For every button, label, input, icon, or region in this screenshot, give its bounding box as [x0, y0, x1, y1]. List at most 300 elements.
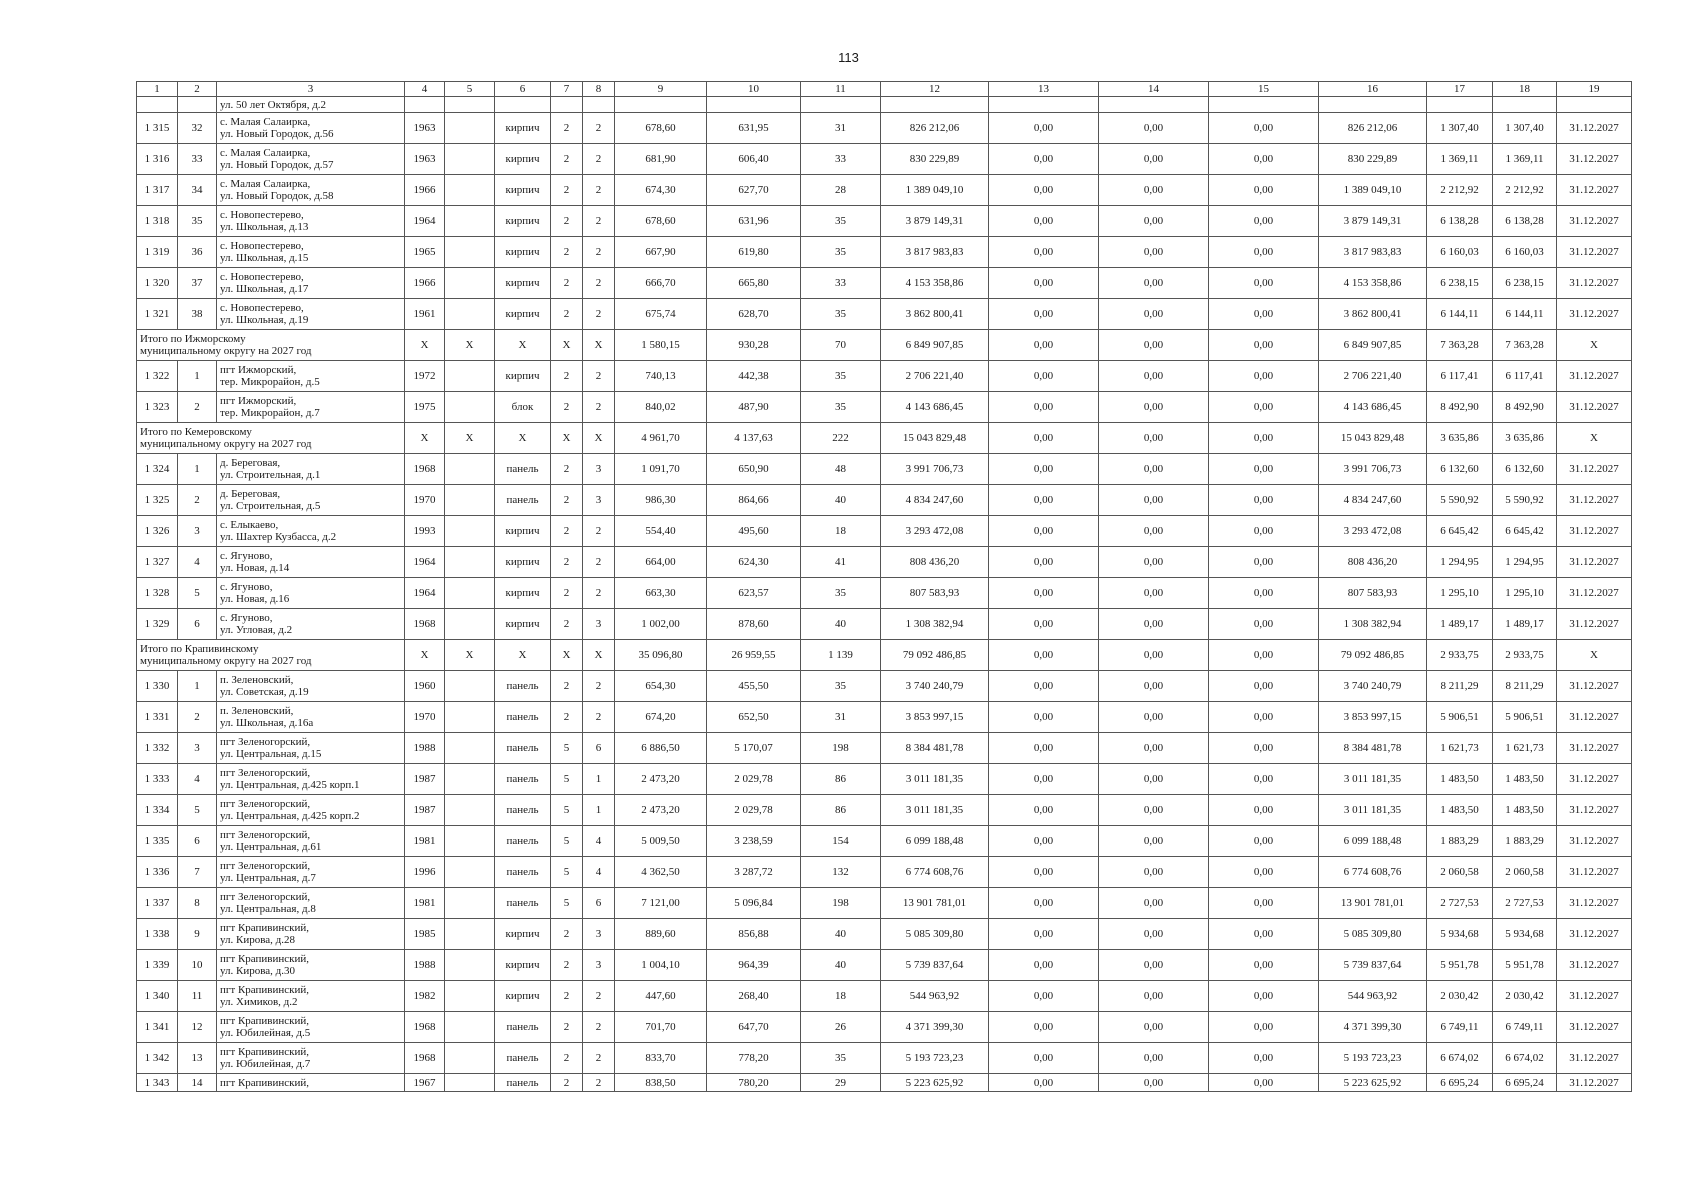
cell-c18: 6 749,11 — [1493, 1012, 1557, 1043]
row-number: 1 325 — [137, 485, 178, 516]
cell-c9: 554,40 — [615, 516, 707, 547]
address-cell — [217, 888, 405, 919]
cell-c19: 31.12.2027 — [1557, 392, 1632, 423]
cell-c6: X — [495, 423, 551, 454]
cell-c17: 2 212,92 — [1427, 175, 1493, 206]
cell-c8: 2 — [583, 175, 615, 206]
cell-c13: 0,00 — [989, 268, 1099, 299]
cell-c8: X — [583, 330, 615, 361]
cell-c17: 6 238,15 — [1427, 268, 1493, 299]
cell-c17: 6 674,02 — [1427, 1043, 1493, 1074]
cell-c10: 268,40 — [707, 981, 801, 1012]
address-line2: ул. Химиков, д.2 — [220, 996, 298, 1008]
sub-number: 2 — [178, 485, 217, 516]
cell-c12: 3 853 997,15 — [881, 702, 989, 733]
cell-c5 — [445, 671, 495, 702]
cell-c17: 5 906,51 — [1427, 702, 1493, 733]
cell-c11: 28 — [801, 175, 881, 206]
column-header: 10 — [707, 82, 801, 97]
cell-c15: 0,00 — [1209, 609, 1319, 640]
cell-c11: 40 — [801, 950, 881, 981]
cell-c13: 0,00 — [989, 857, 1099, 888]
column-header: 14 — [1099, 82, 1209, 97]
cell-c5 — [445, 733, 495, 764]
cell-c13: 0,00 — [989, 330, 1099, 361]
cell-c12: 5 085 309,80 — [881, 919, 989, 950]
cell-c19: 31.12.2027 — [1557, 237, 1632, 268]
total-label-line2: муниципальному округу на 2027 год — [140, 345, 312, 357]
cell-c17: 1 483,50 — [1427, 795, 1493, 826]
cell-c4: 1993 — [405, 516, 445, 547]
sub-number: 3 — [178, 516, 217, 547]
address-line1: с. Новопестерево, — [220, 209, 304, 221]
cell-c10: 2 029,78 — [707, 764, 801, 795]
total-row — [137, 640, 1632, 671]
cell-c4: 1970 — [405, 702, 445, 733]
cell — [881, 97, 989, 113]
cell-c13: 0,00 — [989, 578, 1099, 609]
cell-c7: 2 — [551, 516, 583, 547]
cell-c13: 0,00 — [989, 485, 1099, 516]
continuation-row — [137, 97, 1632, 113]
address-line2: ул. Школьная, д.13 — [220, 221, 309, 233]
cell-c12: 808 436,20 — [881, 547, 989, 578]
cell-c16: 3 853 997,15 — [1319, 702, 1427, 733]
address-cell — [217, 144, 405, 175]
row-number: 1 340 — [137, 981, 178, 1012]
cell-c9: 674,30 — [615, 175, 707, 206]
cell-c17: 8 211,29 — [1427, 671, 1493, 702]
cell-c9: 35 096,80 — [615, 640, 707, 671]
cell-c15: 0,00 — [1209, 795, 1319, 826]
cell-c13: 0,00 — [989, 609, 1099, 640]
address-cell — [217, 950, 405, 981]
cell-c16: 2 706 221,40 — [1319, 361, 1427, 392]
cell-c5 — [445, 702, 495, 733]
cell-c11: 35 — [801, 671, 881, 702]
cell-c6: панель — [495, 454, 551, 485]
cell-c13: 0,00 — [989, 361, 1099, 392]
cell-c17: 2 030,42 — [1427, 981, 1493, 1012]
cell-c5 — [445, 268, 495, 299]
address-cell — [217, 237, 405, 268]
cell-c15: 0,00 — [1209, 144, 1319, 175]
cell-c17: 6 695,24 — [1427, 1074, 1493, 1092]
cell-c9: 678,60 — [615, 113, 707, 144]
address-cell — [217, 702, 405, 733]
cell-c18: 5 934,68 — [1493, 919, 1557, 950]
cell-c8: 3 — [583, 485, 615, 516]
cell-c19: 31.12.2027 — [1557, 516, 1632, 547]
cell-c5 — [445, 237, 495, 268]
cell-c5 — [445, 392, 495, 423]
column-header: 1 — [137, 82, 178, 97]
cell-c5 — [445, 919, 495, 950]
total-label-line2: муниципальному округу на 2027 год — [140, 438, 312, 450]
cell-c6: панель — [495, 485, 551, 516]
cell-c8: 2 — [583, 547, 615, 578]
address-line1: п. Зеленовский, — [220, 674, 294, 686]
cell — [551, 97, 583, 113]
address-line2: ул. Центральная, д.8 — [220, 903, 316, 915]
cell-c16: 6 849 907,85 — [1319, 330, 1427, 361]
cell-c17: 1 294,95 — [1427, 547, 1493, 578]
cell-c11: 31 — [801, 113, 881, 144]
cell-c6: панель — [495, 1043, 551, 1074]
cell-c13: 0,00 — [989, 1074, 1099, 1092]
cell-c9: 840,02 — [615, 392, 707, 423]
column-header: 16 — [1319, 82, 1427, 97]
column-header: 6 — [495, 82, 551, 97]
cell-c18: 5 906,51 — [1493, 702, 1557, 733]
cell-c19: 31.12.2027 — [1557, 268, 1632, 299]
address-line1: с. Ягуново, — [220, 612, 273, 624]
cell-c8: 2 — [583, 981, 615, 1012]
table-row — [137, 206, 1632, 237]
cell-c19: 31.12.2027 — [1557, 578, 1632, 609]
cell-c9: 701,70 — [615, 1012, 707, 1043]
cell-c18: 1 883,29 — [1493, 826, 1557, 857]
cell-c15: 0,00 — [1209, 485, 1319, 516]
column-header: 4 — [405, 82, 445, 97]
cell-c11: 198 — [801, 888, 881, 919]
cell-c7: 5 — [551, 764, 583, 795]
cell-c14: 0,00 — [1099, 857, 1209, 888]
cell-c6: X — [495, 330, 551, 361]
cell-c6: кирпич — [495, 361, 551, 392]
cell-c4: 1963 — [405, 113, 445, 144]
cell-c12: 807 583,93 — [881, 578, 989, 609]
cell-c8: 2 — [583, 144, 615, 175]
cell-c17: 5 951,78 — [1427, 950, 1493, 981]
cell-c15: 0,00 — [1209, 640, 1319, 671]
cell-c10: 864,66 — [707, 485, 801, 516]
cell-c14: 0,00 — [1099, 361, 1209, 392]
address-line1: пгт Крапивинский, — [220, 922, 310, 934]
cell-c10: 778,20 — [707, 1043, 801, 1074]
cell-c7: 2 — [551, 547, 583, 578]
cell-c5 — [445, 826, 495, 857]
address-cell — [217, 454, 405, 485]
cell-c14: 0,00 — [1099, 113, 1209, 144]
address-cell — [217, 547, 405, 578]
cell-c16: 8 384 481,78 — [1319, 733, 1427, 764]
cell-c8: 3 — [583, 919, 615, 950]
address-cell — [217, 268, 405, 299]
cell-c6: кирпич — [495, 144, 551, 175]
cell-c5 — [445, 485, 495, 516]
cell-c18: 6 144,11 — [1493, 299, 1557, 330]
cell-c14: 0,00 — [1099, 1043, 1209, 1074]
cell-c19: 31.12.2027 — [1557, 175, 1632, 206]
cell-c10: 3 287,72 — [707, 857, 801, 888]
table-row — [137, 857, 1632, 888]
cell-c11: 132 — [801, 857, 881, 888]
cell-c17: 7 363,28 — [1427, 330, 1493, 361]
cell-c4: 1975 — [405, 392, 445, 423]
row-number: 1 331 — [137, 702, 178, 733]
cell-c10: 665,80 — [707, 268, 801, 299]
total-label-line1: Итого по Крапивинскому — [140, 643, 259, 655]
sub-number: 35 — [178, 206, 217, 237]
cell-c16: 3 011 181,35 — [1319, 764, 1427, 795]
cell-c14: 0,00 — [1099, 733, 1209, 764]
cell-c5 — [445, 144, 495, 175]
cell-c5 — [445, 547, 495, 578]
address-line1: с. Ягуново, — [220, 581, 273, 593]
total-label-line1: Итого по Кемеровскому — [140, 426, 252, 438]
column-header: 3 — [217, 82, 405, 97]
address-line1: пгт Зеленогорский, — [220, 829, 311, 841]
row-number: 1 332 — [137, 733, 178, 764]
row-number: 1 341 — [137, 1012, 178, 1043]
cell-c8: X — [583, 423, 615, 454]
cell-c10: 2 029,78 — [707, 795, 801, 826]
cell-c8: 2 — [583, 268, 615, 299]
cell-c9: 654,30 — [615, 671, 707, 702]
cell-c18: 1 369,11 — [1493, 144, 1557, 175]
cell-c14: 0,00 — [1099, 206, 1209, 237]
cell-c11: 31 — [801, 702, 881, 733]
cell-c8: 3 — [583, 609, 615, 640]
cell-c15: 0,00 — [1209, 1074, 1319, 1092]
cell-c6: панель — [495, 795, 551, 826]
address-line2: ул. Школьная, д.16а — [220, 717, 314, 729]
cell-c19: 31.12.2027 — [1557, 113, 1632, 144]
cell-c13: 0,00 — [989, 795, 1099, 826]
column-header: 15 — [1209, 82, 1319, 97]
cell-c4: 1964 — [405, 547, 445, 578]
cell-c5 — [445, 764, 495, 795]
cell-c19: 31.12.2027 — [1557, 981, 1632, 1012]
cell-c16: 15 043 829,48 — [1319, 423, 1427, 454]
cell-c9: 447,60 — [615, 981, 707, 1012]
cell-c9: 675,74 — [615, 299, 707, 330]
cell-c15: 0,00 — [1209, 454, 1319, 485]
cell-c14: 0,00 — [1099, 764, 1209, 795]
address-cell — [217, 795, 405, 826]
cell-c13: 0,00 — [989, 764, 1099, 795]
sub-number: 14 — [178, 1074, 217, 1092]
cell-c10: 619,80 — [707, 237, 801, 268]
cell-c9: 4 362,50 — [615, 857, 707, 888]
cell-c14: 0,00 — [1099, 175, 1209, 206]
address-line1: пгт Ижморский, — [220, 364, 297, 376]
cell-c8: 2 — [583, 1074, 615, 1092]
cell-c13: 0,00 — [989, 113, 1099, 144]
cell-c11: 35 — [801, 206, 881, 237]
address-line2: ул. Строительная, д.1 — [220, 469, 321, 481]
cell-c7: 2 — [551, 671, 583, 702]
cell-c17: 1 369,11 — [1427, 144, 1493, 175]
sub-number: 2 — [178, 392, 217, 423]
sub-number: 34 — [178, 175, 217, 206]
cell-c11: 41 — [801, 547, 881, 578]
table-row — [137, 795, 1632, 826]
column-header: 8 — [583, 82, 615, 97]
cell-c10: 627,70 — [707, 175, 801, 206]
address-cell — [217, 206, 405, 237]
cell-c10: 455,50 — [707, 671, 801, 702]
row-number: 1 330 — [137, 671, 178, 702]
address-cell — [217, 826, 405, 857]
cell-c19: 31.12.2027 — [1557, 485, 1632, 516]
cell-c6: кирпич — [495, 175, 551, 206]
cell-c14: 0,00 — [1099, 919, 1209, 950]
cell-c17: 6 132,60 — [1427, 454, 1493, 485]
cell-c16: 4 153 358,86 — [1319, 268, 1427, 299]
cell-c16: 5 085 309,80 — [1319, 919, 1427, 950]
table-row — [137, 175, 1632, 206]
cell-c15: 0,00 — [1209, 361, 1319, 392]
cell-c4: 1982 — [405, 981, 445, 1012]
cell — [178, 97, 217, 113]
cell-c6: панель — [495, 888, 551, 919]
cell-c13: 0,00 — [989, 392, 1099, 423]
total-label — [137, 330, 405, 361]
cell-c17: 1 621,73 — [1427, 733, 1493, 764]
address-line1: с. Ягуново, — [220, 550, 273, 562]
cell-c18: 6 160,03 — [1493, 237, 1557, 268]
cell-c5 — [445, 454, 495, 485]
cell-c4: 1966 — [405, 175, 445, 206]
cell-c12: 5 193 723,23 — [881, 1043, 989, 1074]
cell-c16: 3 740 240,79 — [1319, 671, 1427, 702]
cell-c15: 0,00 — [1209, 547, 1319, 578]
row-number: 1 318 — [137, 206, 178, 237]
cell-c15: 0,00 — [1209, 919, 1319, 950]
cell-c19: 31.12.2027 — [1557, 826, 1632, 857]
cell-c16: 1 389 049,10 — [1319, 175, 1427, 206]
cell-c4: 1965 — [405, 237, 445, 268]
cell-c14: 0,00 — [1099, 826, 1209, 857]
cell — [445, 97, 495, 113]
address-line2: ул. Строительная, д.5 — [220, 500, 321, 512]
cell-c5 — [445, 795, 495, 826]
cell-c15: 0,00 — [1209, 981, 1319, 1012]
cell-c18: 1 295,10 — [1493, 578, 1557, 609]
cell-c17: 8 492,90 — [1427, 392, 1493, 423]
cell-c5 — [445, 206, 495, 237]
cell-c6: кирпич — [495, 237, 551, 268]
cell-c4: 1968 — [405, 609, 445, 640]
cell-c16: 544 963,92 — [1319, 981, 1427, 1012]
cell-c10: 647,70 — [707, 1012, 801, 1043]
address-cell — [217, 1074, 405, 1092]
cell-c10: 495,60 — [707, 516, 801, 547]
cell-c6: кирпич — [495, 299, 551, 330]
cell-c8: 4 — [583, 826, 615, 857]
cell-c19: 31.12.2027 — [1557, 1012, 1632, 1043]
address-cell — [217, 299, 405, 330]
cell-c9: 1 580,15 — [615, 330, 707, 361]
cell-c4: 1967 — [405, 1074, 445, 1092]
cell-c7: 2 — [551, 950, 583, 981]
address-cell — [217, 1043, 405, 1074]
address-line2: ул. Новый Городок, д.57 — [220, 159, 334, 171]
cell-c4: 1964 — [405, 206, 445, 237]
cell-c16: 830 229,89 — [1319, 144, 1427, 175]
table-row — [137, 392, 1632, 423]
cell-c4: 1981 — [405, 826, 445, 857]
address-line1: пгт Зеленогорский, — [220, 891, 311, 903]
total-row — [137, 330, 1632, 361]
table-row — [137, 299, 1632, 330]
cell-c5: X — [445, 330, 495, 361]
sub-number: 1 — [178, 454, 217, 485]
cell-c6: кирпич — [495, 547, 551, 578]
row-number: 1 320 — [137, 268, 178, 299]
cell-c6: панель — [495, 702, 551, 733]
sub-number: 7 — [178, 857, 217, 888]
table-row — [137, 702, 1632, 733]
cell-c4: X — [405, 640, 445, 671]
cell-c10: 631,96 — [707, 206, 801, 237]
cell-c11: 1 139 — [801, 640, 881, 671]
address-line1: с. Малая Салаирка, — [220, 178, 311, 190]
cell-c10: 964,39 — [707, 950, 801, 981]
cell-c13: 0,00 — [989, 423, 1099, 454]
cell-c16: 807 583,93 — [1319, 578, 1427, 609]
address-line2: ул. Кирова, д.28 — [220, 934, 296, 946]
cell-c19: 31.12.2027 — [1557, 795, 1632, 826]
cell-c12: 6 774 608,76 — [881, 857, 989, 888]
cell-c14: 0,00 — [1099, 671, 1209, 702]
cell-c14: 0,00 — [1099, 795, 1209, 826]
cell-c19: 31.12.2027 — [1557, 764, 1632, 795]
table-row — [137, 454, 1632, 485]
table-row — [137, 1012, 1632, 1043]
cell-c14: 0,00 — [1099, 950, 1209, 981]
cell-c9: 664,00 — [615, 547, 707, 578]
cell-c8: 2 — [583, 671, 615, 702]
row-number: 1 315 — [137, 113, 178, 144]
cell-c5 — [445, 175, 495, 206]
table-row — [137, 671, 1632, 702]
cell-c7: 2 — [551, 113, 583, 144]
address-cell — [217, 361, 405, 392]
cell-c16: 6 774 608,76 — [1319, 857, 1427, 888]
cell-c16: 5 223 625,92 — [1319, 1074, 1427, 1092]
cell-c16: 79 092 486,85 — [1319, 640, 1427, 671]
cell-c9: 2 473,20 — [615, 795, 707, 826]
cell-c17: 6 645,42 — [1427, 516, 1493, 547]
cell-c13: 0,00 — [989, 144, 1099, 175]
cell-c11: 35 — [801, 1043, 881, 1074]
cell-c9: 4 961,70 — [615, 423, 707, 454]
cell-c5 — [445, 1074, 495, 1092]
cell-c17: 1 307,40 — [1427, 113, 1493, 144]
cell-c12: 3 991 706,73 — [881, 454, 989, 485]
cell-c9: 889,60 — [615, 919, 707, 950]
cell-c12: 544 963,92 — [881, 981, 989, 1012]
cell-c8: 2 — [583, 578, 615, 609]
sub-number: 13 — [178, 1043, 217, 1074]
cell-c11: 35 — [801, 578, 881, 609]
address-line1: с. Малая Салаирка, — [220, 116, 311, 128]
cell-c18: 8 492,90 — [1493, 392, 1557, 423]
cell-c5 — [445, 578, 495, 609]
cell-c6: панель — [495, 1012, 551, 1043]
cell-c10: 5 096,84 — [707, 888, 801, 919]
cell-c16: 4 143 686,45 — [1319, 392, 1427, 423]
cell-c14: 0,00 — [1099, 578, 1209, 609]
cell — [495, 97, 551, 113]
cell-c18: 6 695,24 — [1493, 1074, 1557, 1092]
cell-c11: 222 — [801, 423, 881, 454]
cell-c13: 0,00 — [989, 950, 1099, 981]
cell-c5 — [445, 361, 495, 392]
